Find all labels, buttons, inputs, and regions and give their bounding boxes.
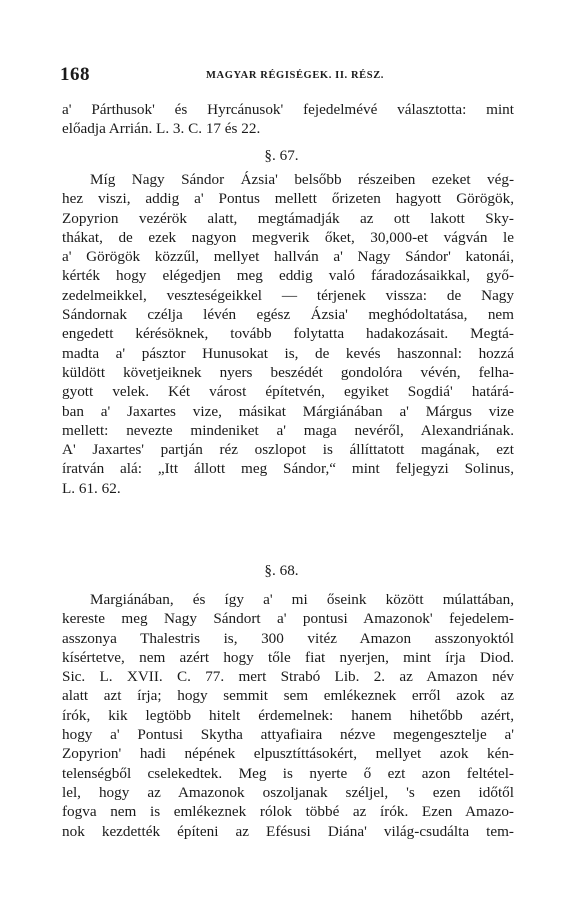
text-line: Zopyrion vezérök alatt, megtámadják az ott lakott Sky- [62,209,514,227]
running-head: MAGYAR RÉGISÉGEK. II. RÉSZ. [206,70,385,81]
text-line: Sándornak czélja lévén egész Ázsia' meghódoltatása, nem [62,306,514,324]
section-68-heading: §. 68. [264,562,299,579]
text-line: kereste meg Nagy Sándort a' pontusi Amazonok' fejedelem- [62,610,514,628]
text-line: telenségből cselekedtek. Meg is nyerte ő ezt azon feltétel- [62,764,514,782]
text-line: Míg Nagy Sándor Ázsia' belsőbb részeiben ezeket vég- [90,171,514,188]
text-line: lel, hogy az Amazonok oszoljanak széljel, 's ezen időtől [62,783,514,801]
text-line: gyott velek. Két várost építetvén, egyiket Sogdiá' határá- [62,383,514,401]
text-line: előadja Arrián. L. 3. C. 17 és 22. [62,120,261,138]
continuation-paragraph [62,100,514,139]
text-line: mellett: nevezte mindeniket a' maga nevéről, Alexandriának. [62,421,514,439]
text-line: kérték hogy elégedjen meg eddig való fáradozásaikkal, győ- [62,267,514,285]
text-line: hez viszi, addig a' Pontus mellett őrizeten hagyott Görögök, [62,190,514,208]
text-line: kísértetve, nem azért hogy tőle fiat nyerjen, mint írja Diod. [62,648,514,666]
text-line: Zopyrion' hadi népének elpusztíttásokért, mellyet azok kén- [62,745,514,763]
page-number: 168 [60,64,90,85]
text-line: asszonya Thalestris is, 300 vitéz Amazon asszonyoktól [62,629,514,647]
text-line: Sic. L. XVII. C. 77. mert Strabó Lib. 2. az Amazon név [62,668,514,686]
text-line: a' Görögök közzűl, mellyet hallván a' Nagy Sándor' katonái, [62,248,514,266]
text-line: thákat, de ezek nagyon megverik őket, 30,000-et vágván le [62,228,514,246]
text-line: engedett kérésöknek, tovább folytatta hadakozásait. Megtá- [62,325,514,343]
text-line: nok kezdették építeni az Efésusi Diána' világ-csudálta tem- [62,822,514,840]
text-line: íratván alá: „Itt állott meg Sándor,“ mint feljegyzi Solinus, [62,460,514,478]
page-header [58,64,510,88]
section-67-heading: §. 67. [264,147,299,164]
text-line: írók, kik legtöbb hitelt érdemelnek: hanem hihetőbb azért, [62,706,514,724]
text-line: ban a' Jaxartes vize, másikat Márgiánában a' Márgus vize [62,402,514,420]
section-68-paragraph [62,590,514,841]
text-line: alatt azt írja; hogy semmit sem emlékeznek erről azok az [62,687,514,705]
text-line: a' Párthusok' és Hyrcánusok' fejedelmévé választotta: mint [62,101,514,118]
text-line: A' Jaxartes' partján réz oszlopot is állíttatott magának, ezt [62,441,514,459]
text-line: madta a' pásztor Hunusokat is, de kevés haszonnal: hozzá [62,344,514,362]
section-67-paragraph [62,170,514,498]
text-line: Margiánában, és így a' mi őseink között múlattában, [90,591,514,608]
text-line: küldött követjeiknek nyers beszédét gondolóra vévén, felha- [62,363,514,381]
text-line: L. 61. 62. [62,479,121,497]
text-line: zedelmeikkel, veszteségeikkel — térjenek vissza: de Nagy [62,286,514,304]
text-line: fogva nem is emlékeznek rólok többé az írók. Ezen Amazo- [62,803,514,821]
text-line: hogy a' Pontusi Skytha attyafiaira nézve megengesztelje a' [62,726,514,744]
